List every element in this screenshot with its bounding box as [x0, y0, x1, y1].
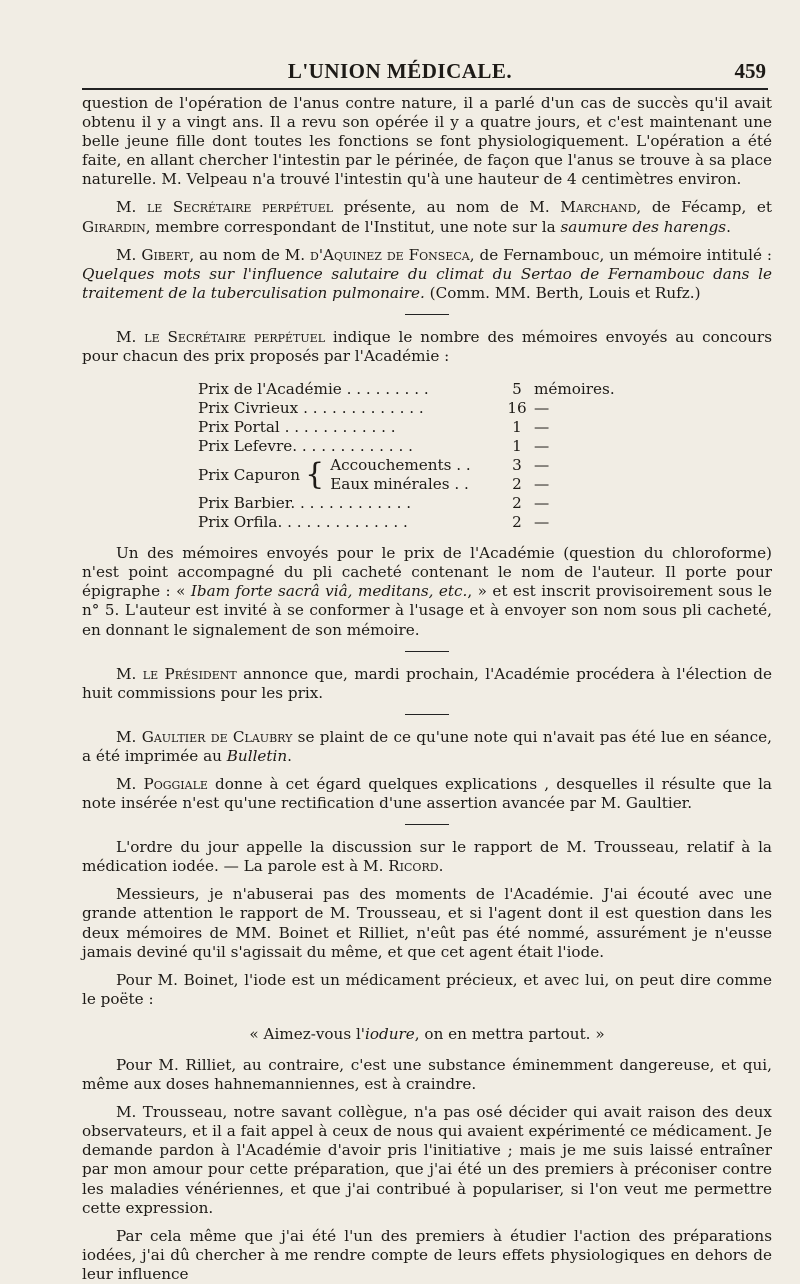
- section-rule: [405, 714, 449, 715]
- header-rule: [82, 88, 768, 90]
- paragraph-ricord-1: Messieurs, je n'abuserai pas des moments de l'Académie. J'ai écouté avec une grande attention le rapport de M. Trousseau, et si l'agent dont il est question dans les deux mémoires de MM. Boinet et Rilliet, n'eût pas été nommé, assurément je n'eusse jamais deviné qu'il s'agissait du même, et que cet agent était l'iode.: [82, 885, 772, 961]
- prize-row: Prix Portal . . . . . . . . . . . . 1 —: [198, 418, 550, 437]
- paragraph-ricord-2: Pour M. Boinet, l'iode est un médicament précieux, et avec lui, on peut dire comme le poëte :: [82, 970, 772, 1008]
- article-body: [82, 94, 772, 1284]
- paragraph-poggiale: M. Poggiale donne à cet égard quelques explications , desquelles il résulte que la note insérée n'est qu'une rectification d'une assertion avancée par M. Gaultier.: [82, 774, 772, 813]
- speaker-name: le Secrétaire perpétuel: [144, 327, 325, 346]
- speaker-name: Gaultier de Claubry: [141, 727, 293, 746]
- memoire-title: Quelques mots sur l'influence salutaire du climat du Sertao de Fernambouc dans le traitement de la tuberculisation pulmonaire.: [82, 264, 772, 302]
- prize-table: [198, 380, 615, 532]
- paragraph-ricord-3: Pour M. Rilliet, au contraire, c'est une substance éminemment dangereuse, et qui, même aux doses hahnemanniennes, est à craindre.: [82, 1056, 772, 1094]
- page-number: 459: [734, 59, 766, 83]
- speaker-name: Poggiale: [143, 774, 208, 793]
- person-name: d'Aquinez de Fonseca: [310, 245, 470, 264]
- prize-row: Prix Orfila. . . . . . . . . . . . . . 2 —: [198, 513, 550, 532]
- prize-row: Prix Civrieux . . . . . . . . . . . . . 16 —: [198, 399, 550, 418]
- section-rule: [405, 651, 449, 652]
- speaker-name: Ricord: [388, 857, 439, 876]
- brace-glyph: {: [305, 457, 325, 493]
- speaker-name: Gibert: [141, 245, 190, 264]
- section-rule: [405, 824, 449, 825]
- publication-name: Bulletin: [226, 746, 288, 765]
- paragraph-gibert-memoire: M. Gibert, au nom de M. d'Aquinez de Fonseca, de Fernambouc, un mémoire intitulé : Quelques mots sur l'influence salutaire du climat du Sertao de Fernambouc dans le traitement de la tuberculisation pulmonaire. (Comm. MM. Berth, Louis et Rufz.): [82, 245, 773, 302]
- paragraph-chloroforme: Un des mémoires envoyés pour le prix de l'Académie (question du chloroforme) n'est point accompagné du pli cacheté contenant le nom de l'auteur. Il porte pour épigraphe : « Ibam forte sacrâ viâ, meditans, etc., » et est inscrit provisoirement sous le n° 5. L'auteur est invité à se conformer à l'usage et à envoyer son nom sous pli cacheté, en donnant le signalement de son mémoire.: [82, 544, 772, 639]
- person-name: Marchand: [560, 198, 637, 217]
- prize-row: Prix Barbier. . . . . . . . . . . . . 2 —: [198, 494, 550, 513]
- paragraph-prix-intro: M. le Secrétaire perpétuel indique le nombre des mémoires envoyés au concours pour chacun des prix proposés par l'Académie :: [82, 327, 772, 366]
- running-header-title: L'UNION MÉDICALE.: [287, 59, 513, 83]
- prize-row: Prix de l'Académie . . . . . . . . . 5 mémoires.: [198, 380, 615, 399]
- paragraph-gaultier: M. Gaultier de Claubry se plaint de ce qu'une note qui n'avait pas été lue en séance, a été imprimée au Bulletin.: [82, 727, 772, 765]
- prize-row-capuron: Prix Capuron { Accouchements . . Eaux minérales . . 3 2 — —: [198, 456, 550, 494]
- paragraph-ricord-5: Par cela même que j'ai été l'un des premiers à étudier l'action des préparations iodées, j'ai dû chercher à me rendre compte de leurs effets physiologiques en dehors de leur influence: [82, 1226, 772, 1283]
- paragraph-anus-operation: question de l'opération de l'anus contre nature, il a parlé d'un cas de succès qu'il avait obtenu il y a vingt ans. Il a revu son opérée il y a quatre jours, et c'est maintenant une belle jeune fille dont toutes les fonctions se font physiologiquement. L'opération a été faite, en allant chercher l'intestin par le périnée, de façon que l'anus se trouve à sa place naturelle. M. Velpeau n'a trouvé l'intestin qu'à une hauteur de 4 centimètres environ.: [82, 94, 772, 189]
- epigraph: Ibam forte sacrâ viâ, meditans, etc.: [190, 582, 468, 601]
- paragraph-president: M. le Président annonce que, mardi prochain, l'Académie procédera à l'élection de huit commissions pour les prix.: [82, 664, 773, 702]
- speaker-name: le Président: [142, 664, 237, 683]
- verse-quote: « Aimez-vous l'iodure, on en mettra partout. »: [249, 1024, 605, 1043]
- paragraph-ordre-du-jour: L'ordre du jour appelle la discussion sur le rapport de M. Trousseau, relatif à la médication iodée. — La parole est à M. Ricord.: [82, 838, 772, 876]
- prize-row: Prix Lefevre. . . . . . . . . . . . . 1 —: [198, 437, 550, 456]
- note-title: saumure des harengs: [560, 217, 727, 236]
- speaker-name: le Secrétaire perpétuel: [146, 198, 334, 217]
- section-rule: [405, 314, 449, 315]
- paragraph-secretaire-note: M. le Secrétaire perpétuel présente, au nom de M. Marchand, de Fécamp, et Girardin, membre correspondant de l'Institut, une note sur la saumure des harengs.: [82, 198, 772, 236]
- person-name: Girardin: [82, 217, 146, 236]
- paragraph-ricord-4: M. Trousseau, notre savant collègue, n'a pas osé décider qui avait raison des deux observateurs, et il a fait appel à ceux de nous qui avaient expérimenté ce médicament. Je demande pardon à l'Académie d'avoir pris l'initiative ; mais je me suis laissé entraîner par mon amour pour cette préparation, que j'ai été un des premiers à préconiser contre les maladies vénériennes, et que j'ai contribué à populariser, si l'on veut me permettre cette expression.: [82, 1103, 772, 1217]
